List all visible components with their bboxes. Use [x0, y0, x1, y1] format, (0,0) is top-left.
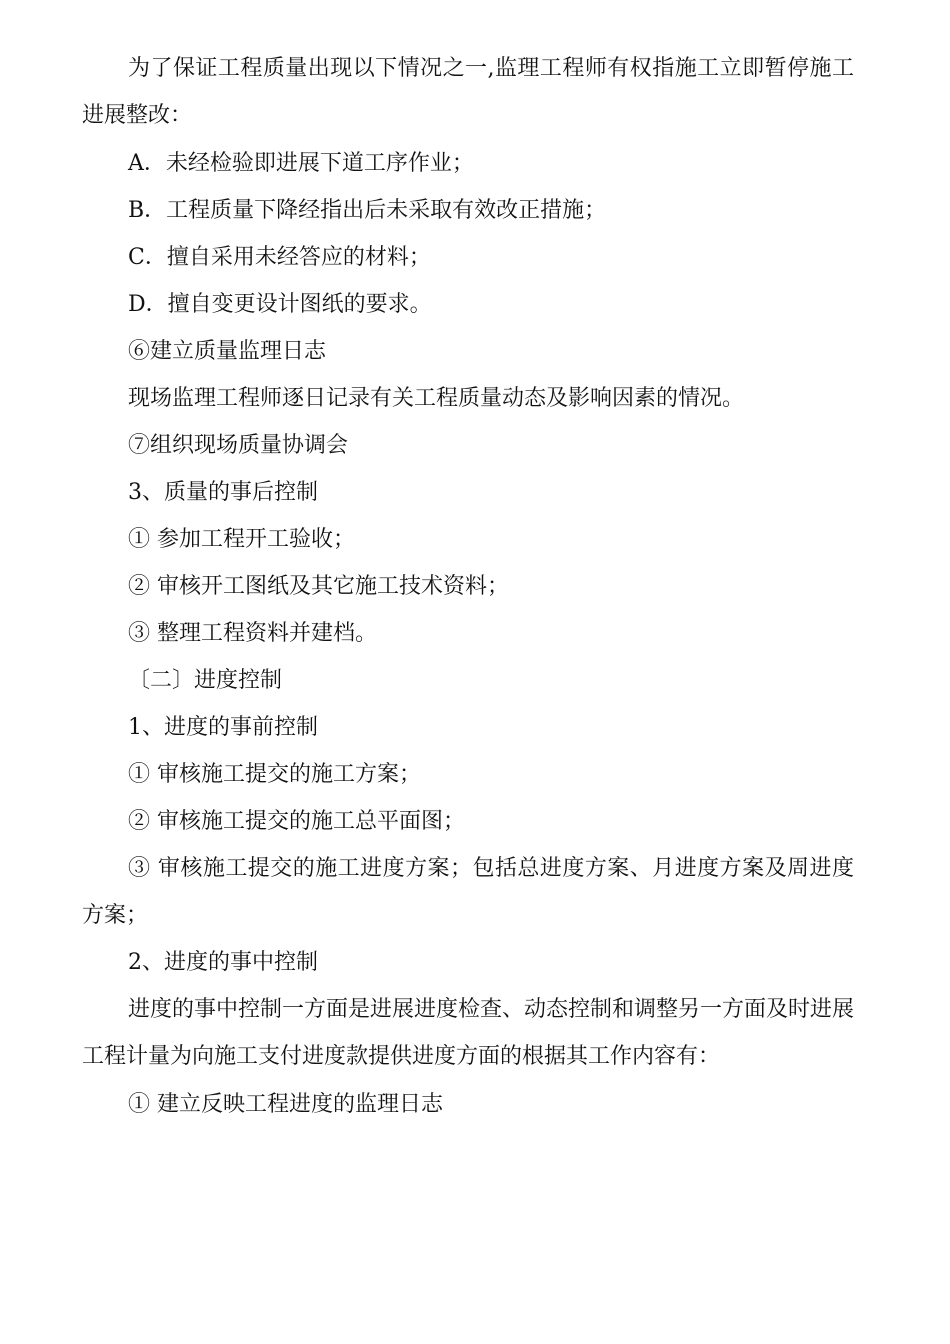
list-item-review-drawings: ② 审核开工图纸及其它施工技术资料；: [128, 574, 509, 599]
heading-schedule-pre-control: 1、进度的事前控制: [128, 715, 318, 740]
heading-schedule-control: 〔二〕进度控制: [128, 668, 283, 693]
list-item-b: B．工程质量下降经指出后未采取有效改正措施；: [128, 198, 607, 223]
list-item-review-schedule: ③ 审核施工提交的施工进度方案；包括总进度方案、月进度方案及周进度方案；: [82, 856, 854, 928]
heading-quality-post-control: 3、质量的事后控制: [128, 480, 318, 505]
list-item-review-plan: ① 审核施工提交的施工方案；: [128, 762, 421, 787]
item-quality-log: ⑥建立质量监理日志: [128, 339, 327, 364]
list-item-d: D．擅自变更设计图纸的要求。: [128, 292, 432, 317]
list-item-a: A．未经检验即进展下道工序作业；: [128, 151, 474, 176]
list-item-archive: ③ 整理工程资料并建档。: [128, 621, 377, 646]
list-item-progress-log: ① 建立反映工程进度的监理日志: [128, 1092, 443, 1117]
list-item-review-site-plan: ② 审核施工提交的施工总平面图；: [128, 809, 465, 834]
list-item-c: C．擅自采用未经答应的材料；: [128, 245, 431, 270]
item-coordination-meeting: ⑦组织现场质量协调会: [128, 433, 349, 458]
paragraph-daily-record: 现场监理工程师逐日记录有关工程质量动态及影响因素的情况。: [128, 386, 745, 411]
heading-schedule-mid-control: 2、进度的事中控制: [128, 950, 318, 975]
paragraph-mid-control-description: 进度的事中控制一方面是进展进度检查、动态控制和调整另一方面及时进展工程计量为向施工支付进度款提供进度方面的根据其工作内容有：: [82, 997, 855, 1069]
paragraph-work-stoppage-conditions: 为了保证工程质量出现以下情况之一,监理工程师有权指施工立即暂停施工进展整改：: [82, 56, 854, 128]
list-item-acceptance: ① 参加工程开工验收；: [128, 527, 355, 552]
